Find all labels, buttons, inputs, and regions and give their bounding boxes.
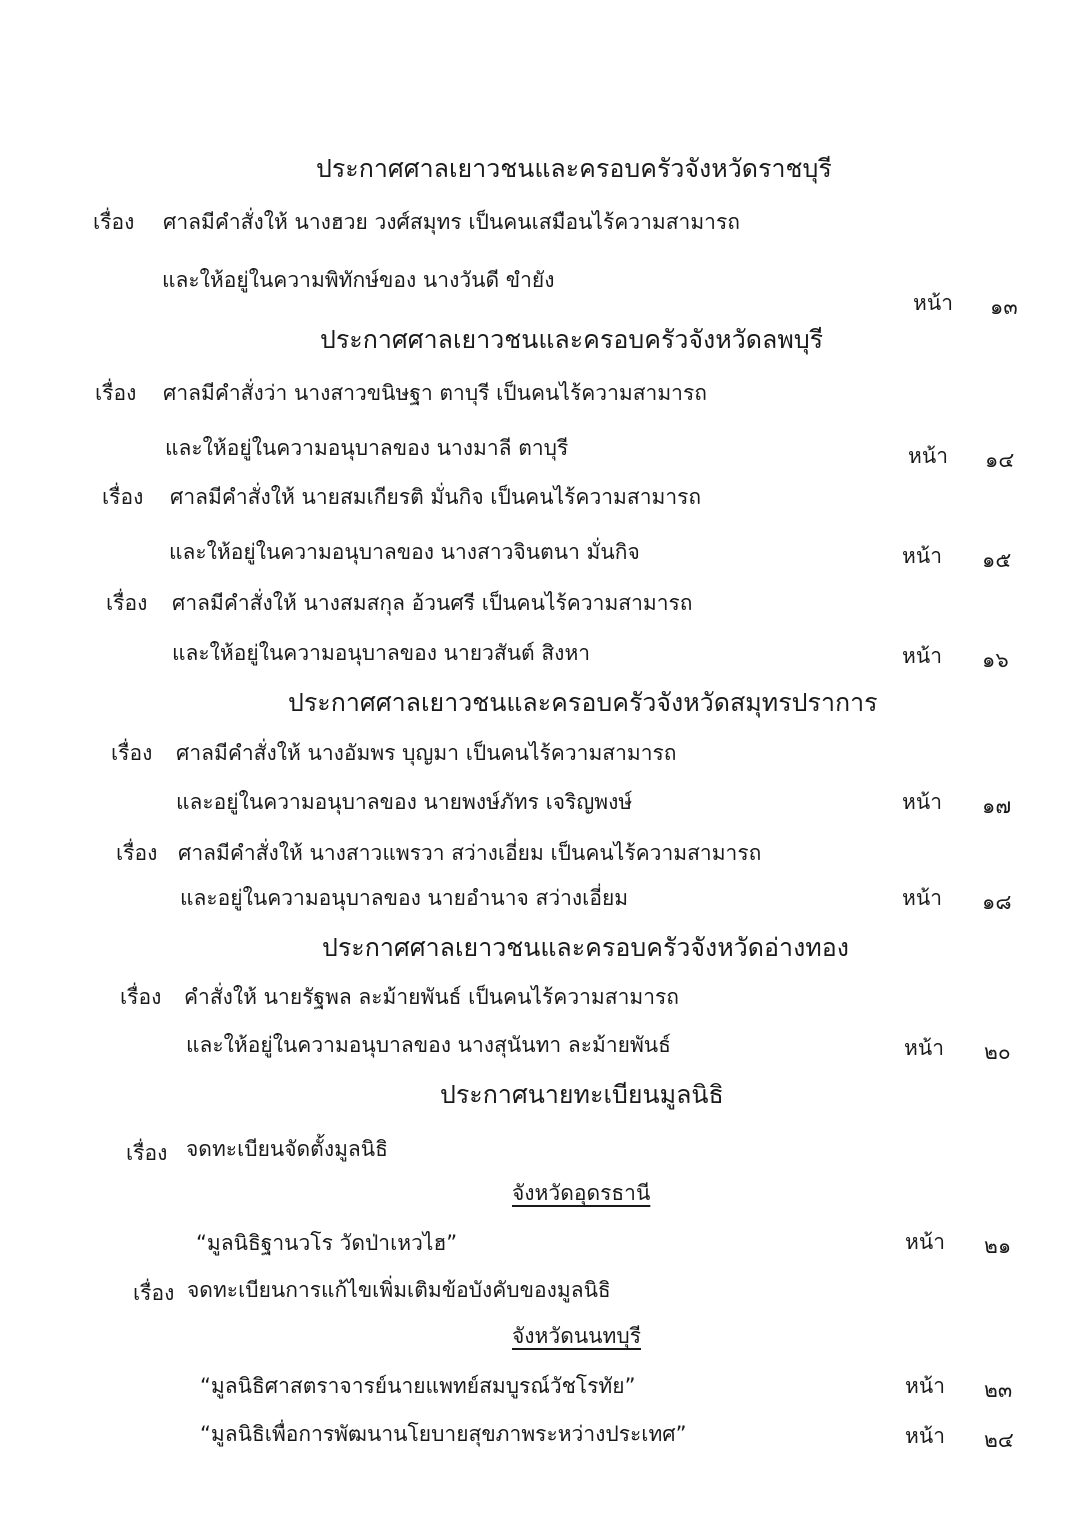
subject-label: เรื่อง: [102, 485, 144, 509]
subject-label: เรื่อง: [133, 1281, 175, 1305]
subject-label: เรื่อง: [111, 741, 153, 765]
foundation-name: “มูลนิธิศาสตราจารย์นายแพทย์สมบูรณ์วัชโรทัย”: [200, 1374, 636, 1398]
subject-label: เรื่อง: [126, 1141, 168, 1165]
province-heading-udon-thani: จังหวัดอุดรธานี: [512, 1181, 651, 1205]
entry-line: จดทะเบียนจัดตั้งมูลนิธิ: [186, 1137, 388, 1161]
page-label: หน้า: [905, 1424, 945, 1448]
entry-line: และให้อยู่ในความพิทักษ์ของ นางวันดี ขำยัง: [162, 268, 555, 292]
page-label: หน้า: [902, 544, 942, 568]
page-number: ๒๔: [984, 1428, 1014, 1452]
entry-line: ศาลมีคำสั่งว่า นางสาวขนิษฐา ตาบุรี เป็นคนไร้ความสามารถ: [163, 381, 707, 405]
entry-line: ศาลมีคำสั่งให้ นางสมสกุล อ้วนศรี เป็นคนไร้ความสามารถ: [172, 591, 693, 615]
entry-line: ศาลมีคำสั่งให้ นายสมเกียรติ มั่นกิจ เป็นคนไร้ความสามารถ: [170, 485, 702, 509]
page-number: ๑๖: [982, 648, 1009, 672]
entry-line: และอยู่ในความอนุบาลของ นายอำนาจ สว่างเอี่ยม: [180, 886, 629, 910]
subject-label: เรื่อง: [116, 841, 158, 865]
entry-line: และให้อยู่ในความอนุบาลของ นางมาลี ตาบุรี: [165, 436, 569, 460]
foundation-name: “มูลนิธิเพื่อการพัฒนานโยบายสุขภาพระหว่างประเทศ”: [200, 1422, 687, 1446]
province-heading-nonthaburi: จังหวัดนนทบุรี: [512, 1324, 641, 1348]
page-label: หน้า: [905, 1230, 945, 1254]
entry-line: คำสั่งให้ นายรัฐพล ละม้ายพันธ์ เป็นคนไร้ความสามารถ: [184, 985, 679, 1009]
section-heading-lopburi: ประกาศศาลเยาวชนและครอบครัวจังหวัดลพบุรี: [320, 325, 824, 354]
entry-line: ศาลมีคำสั่งให้ นางสาวแพรวา สว่างเอี่ยม เป็นคนไร้ความสามารถ: [178, 841, 762, 865]
page-number: ๑๔: [985, 448, 1015, 472]
entry-line: และให้อยู่ในความอนุบาลของ นางสุนันทา ละม้ายพันธ์: [186, 1033, 671, 1057]
page-number: ๑๗: [982, 794, 1012, 818]
subject-label: เรื่อง: [93, 210, 135, 234]
page-label: หน้า: [902, 790, 942, 814]
entry-line: และให้อยู่ในความอนุบาลของ นายวสันต์ สิงหา: [172, 641, 591, 665]
subject-label: เรื่อง: [95, 381, 137, 405]
page-number: ๑๘: [982, 890, 1012, 914]
entry-line: และให้อยู่ในความอนุบาลของ นางสาวจินตนา มั่นกิจ: [169, 540, 640, 564]
section-heading-ratchaburi: ประกาศศาลเยาวชนและครอบครัวจังหวัดราชบุรี: [316, 154, 832, 183]
page-number: ๒๑: [984, 1234, 1012, 1258]
section-heading-ang-thong: ประกาศศาลเยาวชนและครอบครัวจังหวัดอ่างทอง: [322, 933, 849, 962]
page-number: ๒๓: [984, 1378, 1013, 1402]
page-label: หน้า: [902, 886, 942, 910]
entry-line: ศาลมีคำสั่งให้ นางฮวย วงศ์สมุทร เป็นคนเสมือนไร้ความสามารถ: [163, 210, 740, 234]
section-heading-foundation-registrar: ประกาศนายทะเบียนมูลนิธิ: [440, 1080, 724, 1109]
page-label: หน้า: [905, 1374, 945, 1398]
foundation-name: “มูลนิธิฐานวโร วัดป่าเหวไฮ”: [196, 1231, 458, 1255]
page-label: หน้า: [902, 644, 942, 668]
page-number: ๑๕: [982, 548, 1012, 572]
page-number: ๑๓: [990, 295, 1018, 319]
page-number: ๒๐: [984, 1040, 1011, 1064]
entry-line: จดทะเบียนการแก้ไขเพิ่มเติมข้อบังคับของมูลนิธิ: [187, 1278, 611, 1302]
subject-label: เรื่อง: [120, 985, 162, 1009]
page-label: หน้า: [913, 291, 953, 315]
section-heading-samut-prakan: ประกาศศาลเยาวชนและครอบครัวจังหวัดสมุทรปราการ: [288, 688, 878, 717]
entry-line: และอยู่ในความอนุบาลของ นายพงษ์ภัทร เจริญพงษ์: [176, 790, 633, 814]
entry-line: ศาลมีคำสั่งให้ นางอัมพร บุญมา เป็นคนไร้ความสามารถ: [176, 741, 677, 765]
subject-label: เรื่อง: [106, 591, 148, 615]
page-label: หน้า: [908, 444, 948, 468]
page-label: หน้า: [904, 1036, 944, 1060]
